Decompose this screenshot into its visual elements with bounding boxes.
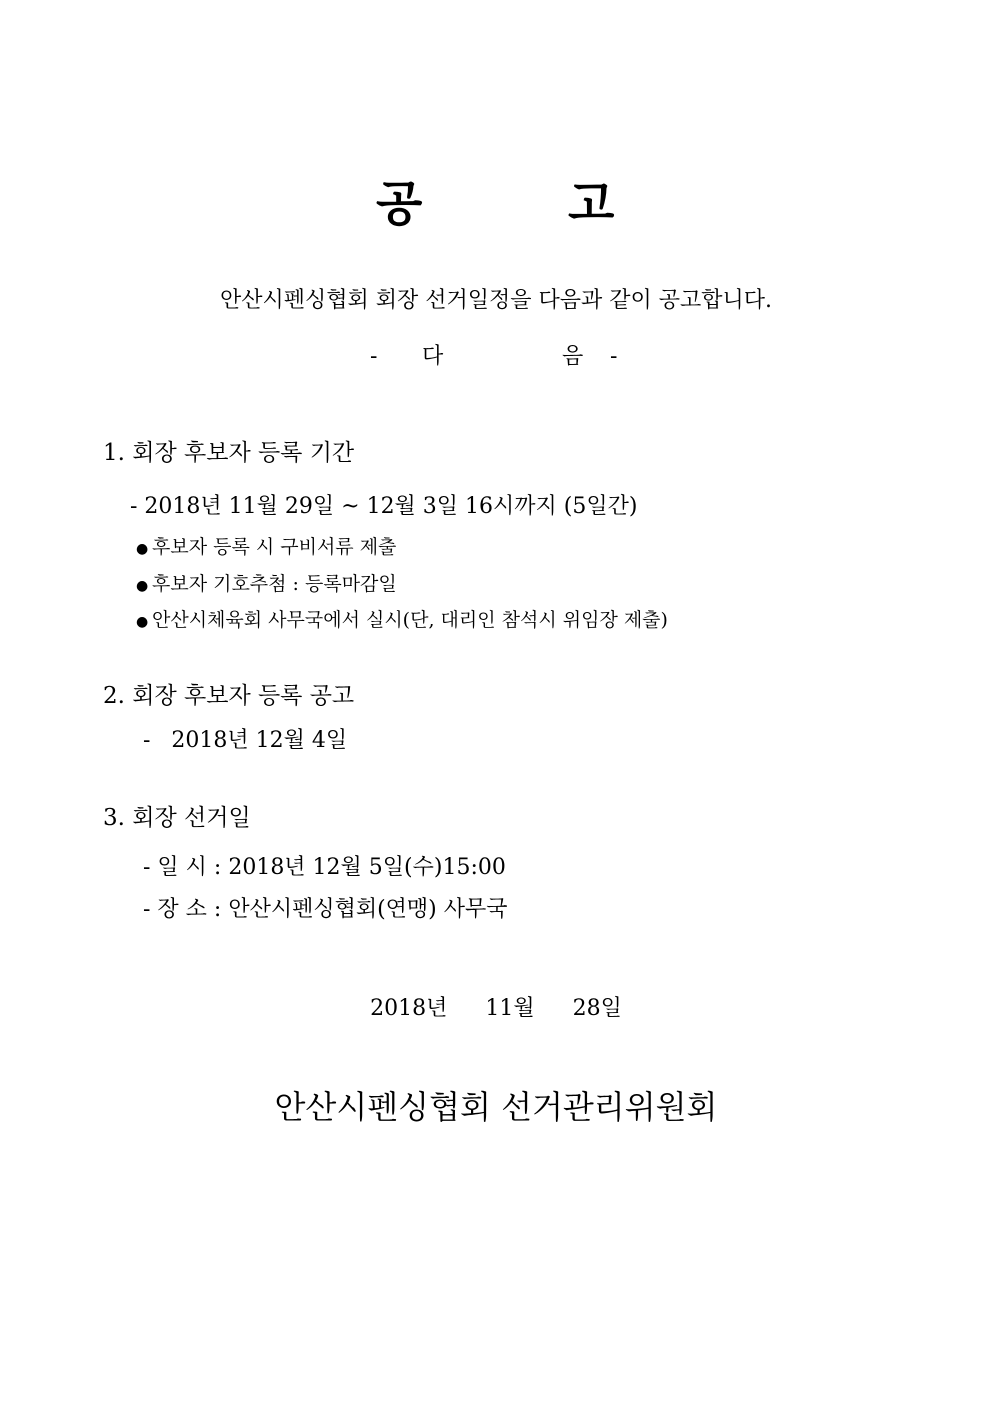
bullet-dot-icon: ● [136,578,149,594]
bullet-dot-icon: ● [136,614,149,630]
next-heading-dash-right: - [610,344,618,369]
bullet-text: 후보자 등록 시 구비서류 제출 [152,536,397,558]
next-heading-char-da: 다 [422,344,444,369]
next-heading-dash-left: - [370,344,378,369]
section-3-datetime: - 일 시 : 2018년 12월 5일(수)15:00 [143,855,506,880]
section-2-heading: 2. 회장 후보자 등록 공고 [103,683,355,709]
bullet-dot-icon: ● [136,541,149,557]
announcement-date: 2018년 11월 28일 [370,996,622,1021]
section-1-bullet [136,532,396,564]
title-char-gong: 공 [376,176,423,232]
section-3-location: - 장 소 : 안산시펜싱협회(연맹) 사무국 [143,897,508,922]
title-char-go: 고 [568,176,615,232]
section-1-bullet [136,605,668,637]
bullet-text: 후보자 기호추첨 : 등록마감일 [152,573,397,595]
section-1-bullet [136,569,397,601]
section-1-heading: 1. 회장 후보자 등록 기간 [103,440,355,466]
section-3-heading: 3. 회장 선거일 [103,805,251,831]
section-1-period: - 2018년 11월 29일 ~ 12월 3일 16시까지 (5일간) [130,494,638,519]
next-heading-char-eum: 음 [562,344,584,369]
intro-text: 안산시펜싱협회 회장 선거일정을 다음과 같이 공고합니다. [219,288,772,313]
bullet-text: 안산시체육회 사무국에서 실시(단, 대리인 참석시 위임장 제출) [152,609,668,631]
committee-name: 안산시펜싱협회 선거관리위원회 [274,1088,718,1126]
section-2-date: - 2018년 12월 4일 [143,728,348,753]
